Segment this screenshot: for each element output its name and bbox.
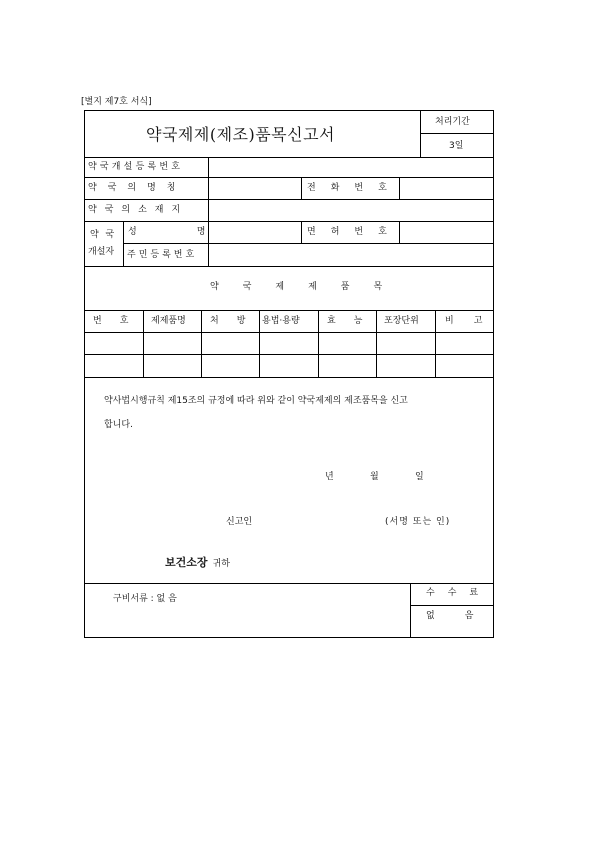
date-month-label: 월	[370, 472, 379, 482]
column-header-efficacy: 효능	[327, 316, 381, 326]
declaration-text: 약사법시행규칙 제15조의 규정에 따라 위와 같이 약국제제의 제조품목을 신고	[104, 396, 408, 406]
fee-value: 없음	[426, 611, 504, 621]
column-header-remarks: 비고	[445, 316, 503, 326]
divider	[301, 177, 302, 199]
date-year-label: 년	[325, 472, 334, 482]
declaration-text-continued: 합니다.	[104, 420, 133, 430]
recipient	[165, 551, 230, 570]
divider	[123, 243, 494, 244]
divider	[84, 221, 494, 222]
divider	[84, 266, 494, 267]
applicant-label: 신고인	[226, 517, 253, 527]
pharmacy-registration-number-label	[88, 163, 204, 172]
form-number-label: [별지 제7호 서식]	[81, 97, 152, 107]
phone-number-label: 전화번호	[307, 183, 402, 193]
pharmacy-address-label: 약국의소재지	[88, 205, 189, 215]
opener-label-line1: 약 국	[90, 230, 117, 240]
form-title: 약국제제(제조)품목신고서	[146, 125, 336, 144]
resident-registration-number-label: 주민등록번호	[127, 250, 198, 260]
divider	[123, 221, 124, 266]
divider	[301, 221, 302, 243]
divider	[84, 583, 494, 584]
divider	[84, 310, 494, 311]
recipient-title: 보건소장	[165, 556, 208, 569]
fee-label: 수수료	[426, 588, 492, 598]
column-header-dosage: 용법·용량	[262, 316, 300, 326]
divider	[410, 583, 411, 638]
signature-hint: (서명 또는 인)	[385, 517, 451, 527]
column-header-prescription: 처방	[210, 316, 264, 326]
divider	[208, 157, 209, 266]
divider	[420, 133, 494, 134]
processing-period-value: 3일	[449, 141, 464, 151]
column-header-product-name: 제제품명	[151, 316, 186, 326]
date-day-label: 일	[415, 472, 424, 482]
license-number-label: 면허번호	[307, 227, 402, 237]
divider	[84, 157, 494, 158]
recipient-suffix: 귀하	[212, 559, 230, 569]
divider	[84, 199, 494, 200]
column-header-package-unit: 포장단위	[384, 316, 419, 326]
divider	[84, 377, 494, 378]
label-text: 약국개설등록번호	[88, 162, 184, 172]
opener-label-line2: 개설자	[88, 247, 115, 257]
column-header-number: 번호	[93, 316, 147, 326]
pharmacy-name-label: 약국의명칭	[88, 183, 187, 193]
required-documents: 구비서류 : 없 음	[113, 594, 177, 604]
divider	[84, 177, 494, 178]
processing-period-label: 처리기간	[435, 117, 470, 127]
name-label: 성명	[128, 227, 266, 237]
section-title: 약국제제품목	[210, 282, 407, 292]
table-row[interactable]	[84, 354, 494, 377]
divider	[410, 605, 494, 606]
table-row[interactable]	[84, 332, 494, 354]
